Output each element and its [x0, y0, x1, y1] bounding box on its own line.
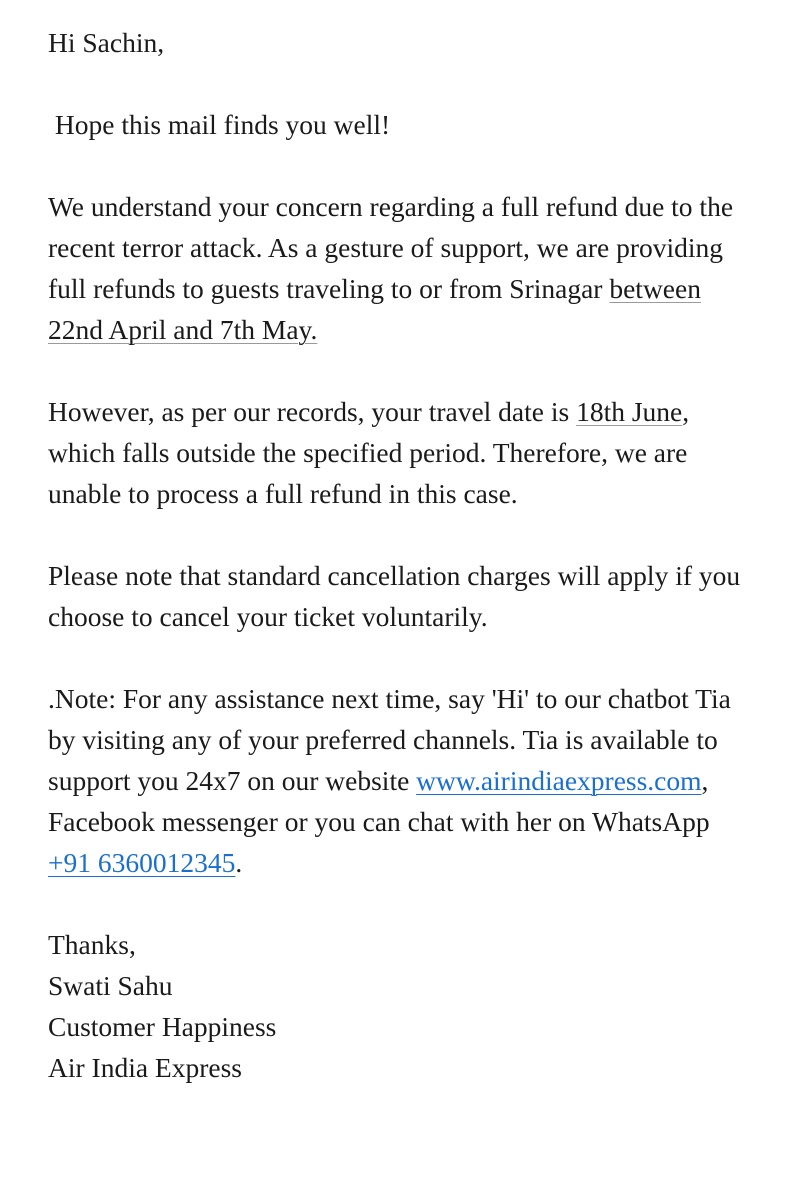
opening-line: Hope this mail finds you well! [48, 109, 391, 140]
travel-date[interactable]: 18th June [576, 396, 683, 427]
chatbot-note-paragraph [48, 678, 758, 883]
cancellation-charges-paragraph: Please note that standard cancellation charges will apply if you choose to cancel your ticket voluntarily. [48, 560, 741, 632]
signature-closing: Thanks, [48, 929, 136, 960]
signature-name: Swati Sahu [48, 970, 173, 1001]
note-text-after: . [235, 847, 243, 878]
refund-policy-text: We understand your concern regarding a full refund due to the recent terror attack. As a gesture of support, we are providing full refunds to guests traveling to or from Srinagar [48, 191, 734, 304]
website-link[interactable]: www.airindiaexpress.com [416, 765, 702, 796]
signature-company: Air India Express [48, 1052, 242, 1083]
refund-date-range[interactable]: between 22nd April and 7th May. [48, 273, 701, 345]
greeting: Hi Sachin, [48, 27, 165, 58]
travel-date-text-before: However, as per our records, your travel date is [48, 396, 577, 427]
note-text-middle: , Facebook messenger or you can chat with her on WhatsApp [48, 765, 710, 837]
refund-policy-paragraph [48, 186, 758, 350]
note-text-before: .Note: For any assistance next time, say 'Hi' to our chatbot Tia by visiting any of your preferred channels. Tia is available to support you 24x7 on our website [48, 683, 731, 796]
whatsapp-number-link[interactable]: +91 6360012345 [48, 847, 236, 878]
signature-department: Customer Happiness [48, 1011, 277, 1042]
travel-date-text-after: , which falls outside the specified period. Therefore, we are unable to process a full refund in this case. [48, 396, 690, 509]
signature-block [48, 924, 758, 1088]
travel-date-paragraph [48, 391, 758, 514]
